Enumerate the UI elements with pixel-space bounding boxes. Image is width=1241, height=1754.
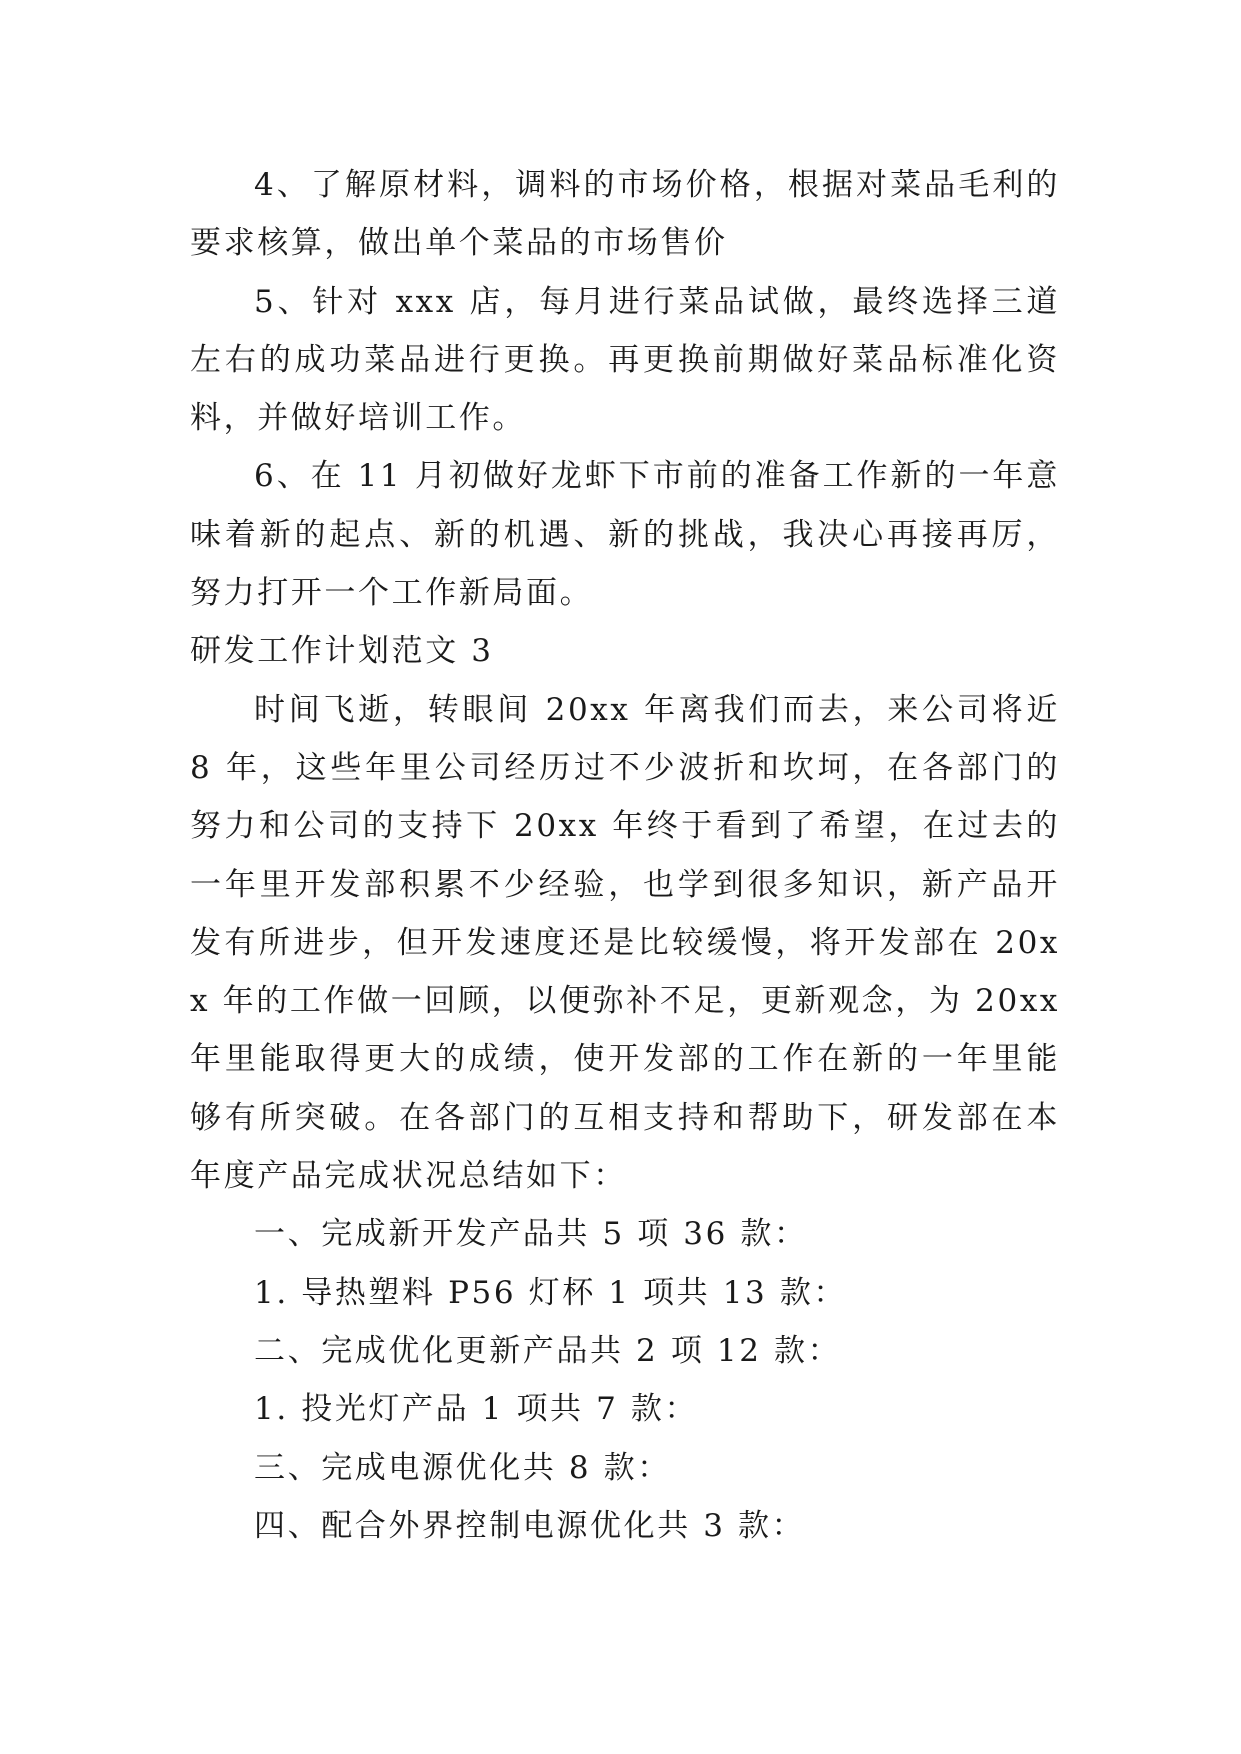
list-item-thermal-plastic-cup: 1. 导热塑料 P56 灯杯 1 项共 13 款：: [254, 1274, 848, 1311]
paragraph-item-5: 5、针对 xxx 店，每月进行菜品试做，最终选择三道左右的成功菜品进行更换。再更换前期做好菜品标准化资料，并做好培训工作。: [190, 283, 1060, 437]
section-heading: 研发工作计划范文 3: [190, 633, 494, 670]
paragraph-item-6: 6、在 11 月初做好龙虾下市前的准备工作新的一年意味着新的起点、新的机遇、新的挑战，我决心再接再厉，努力打开一个工作新局面。: [190, 458, 1060, 612]
list-item-floodlight: 1. 投光灯产品 1 项共 7 款：: [254, 1391, 699, 1428]
document-body: [190, 156, 1060, 1555]
list-item-power-optimization: 三、完成电源优化共 8 款：: [254, 1449, 671, 1486]
list-item-optimized-products: 二、完成优化更新产品共 2 项 12 款：: [254, 1332, 842, 1369]
intro-paragraph: 时间飞逝，转眼间 20xx 年离我们而去，来公司将近 8 年，这些年里公司经历过不少波折和坎坷，在各部门的努力和公司的支持下 20xx 年终于看到了希望，在过去的一年里开发部积累不少经验，也学到很多知识，新产品开发有所进步，但开发速度还是比较缓慢，将开发部在 20xx 年的工作做一回顾，以便弥补不足，更新观念，为 20xx 年里能取得更大的成绩，使开发部的工作在新的一年里能够有所突破。在各部门的互相支持和帮助下，研发部在本年度产品完成状况总结如下：: [190, 691, 1060, 1195]
list-item-external-control-power: 四、配合外界控制电源优化共 3 款：: [254, 1507, 806, 1544]
list-item-new-products: 一、完成新开发产品共 5 项 36 款：: [254, 1216, 808, 1253]
paragraph-item-4: 4、了解原材料，调料的市场价格，根据对菜品毛利的要求核算，做出单个菜品的市场售价: [190, 167, 1060, 262]
